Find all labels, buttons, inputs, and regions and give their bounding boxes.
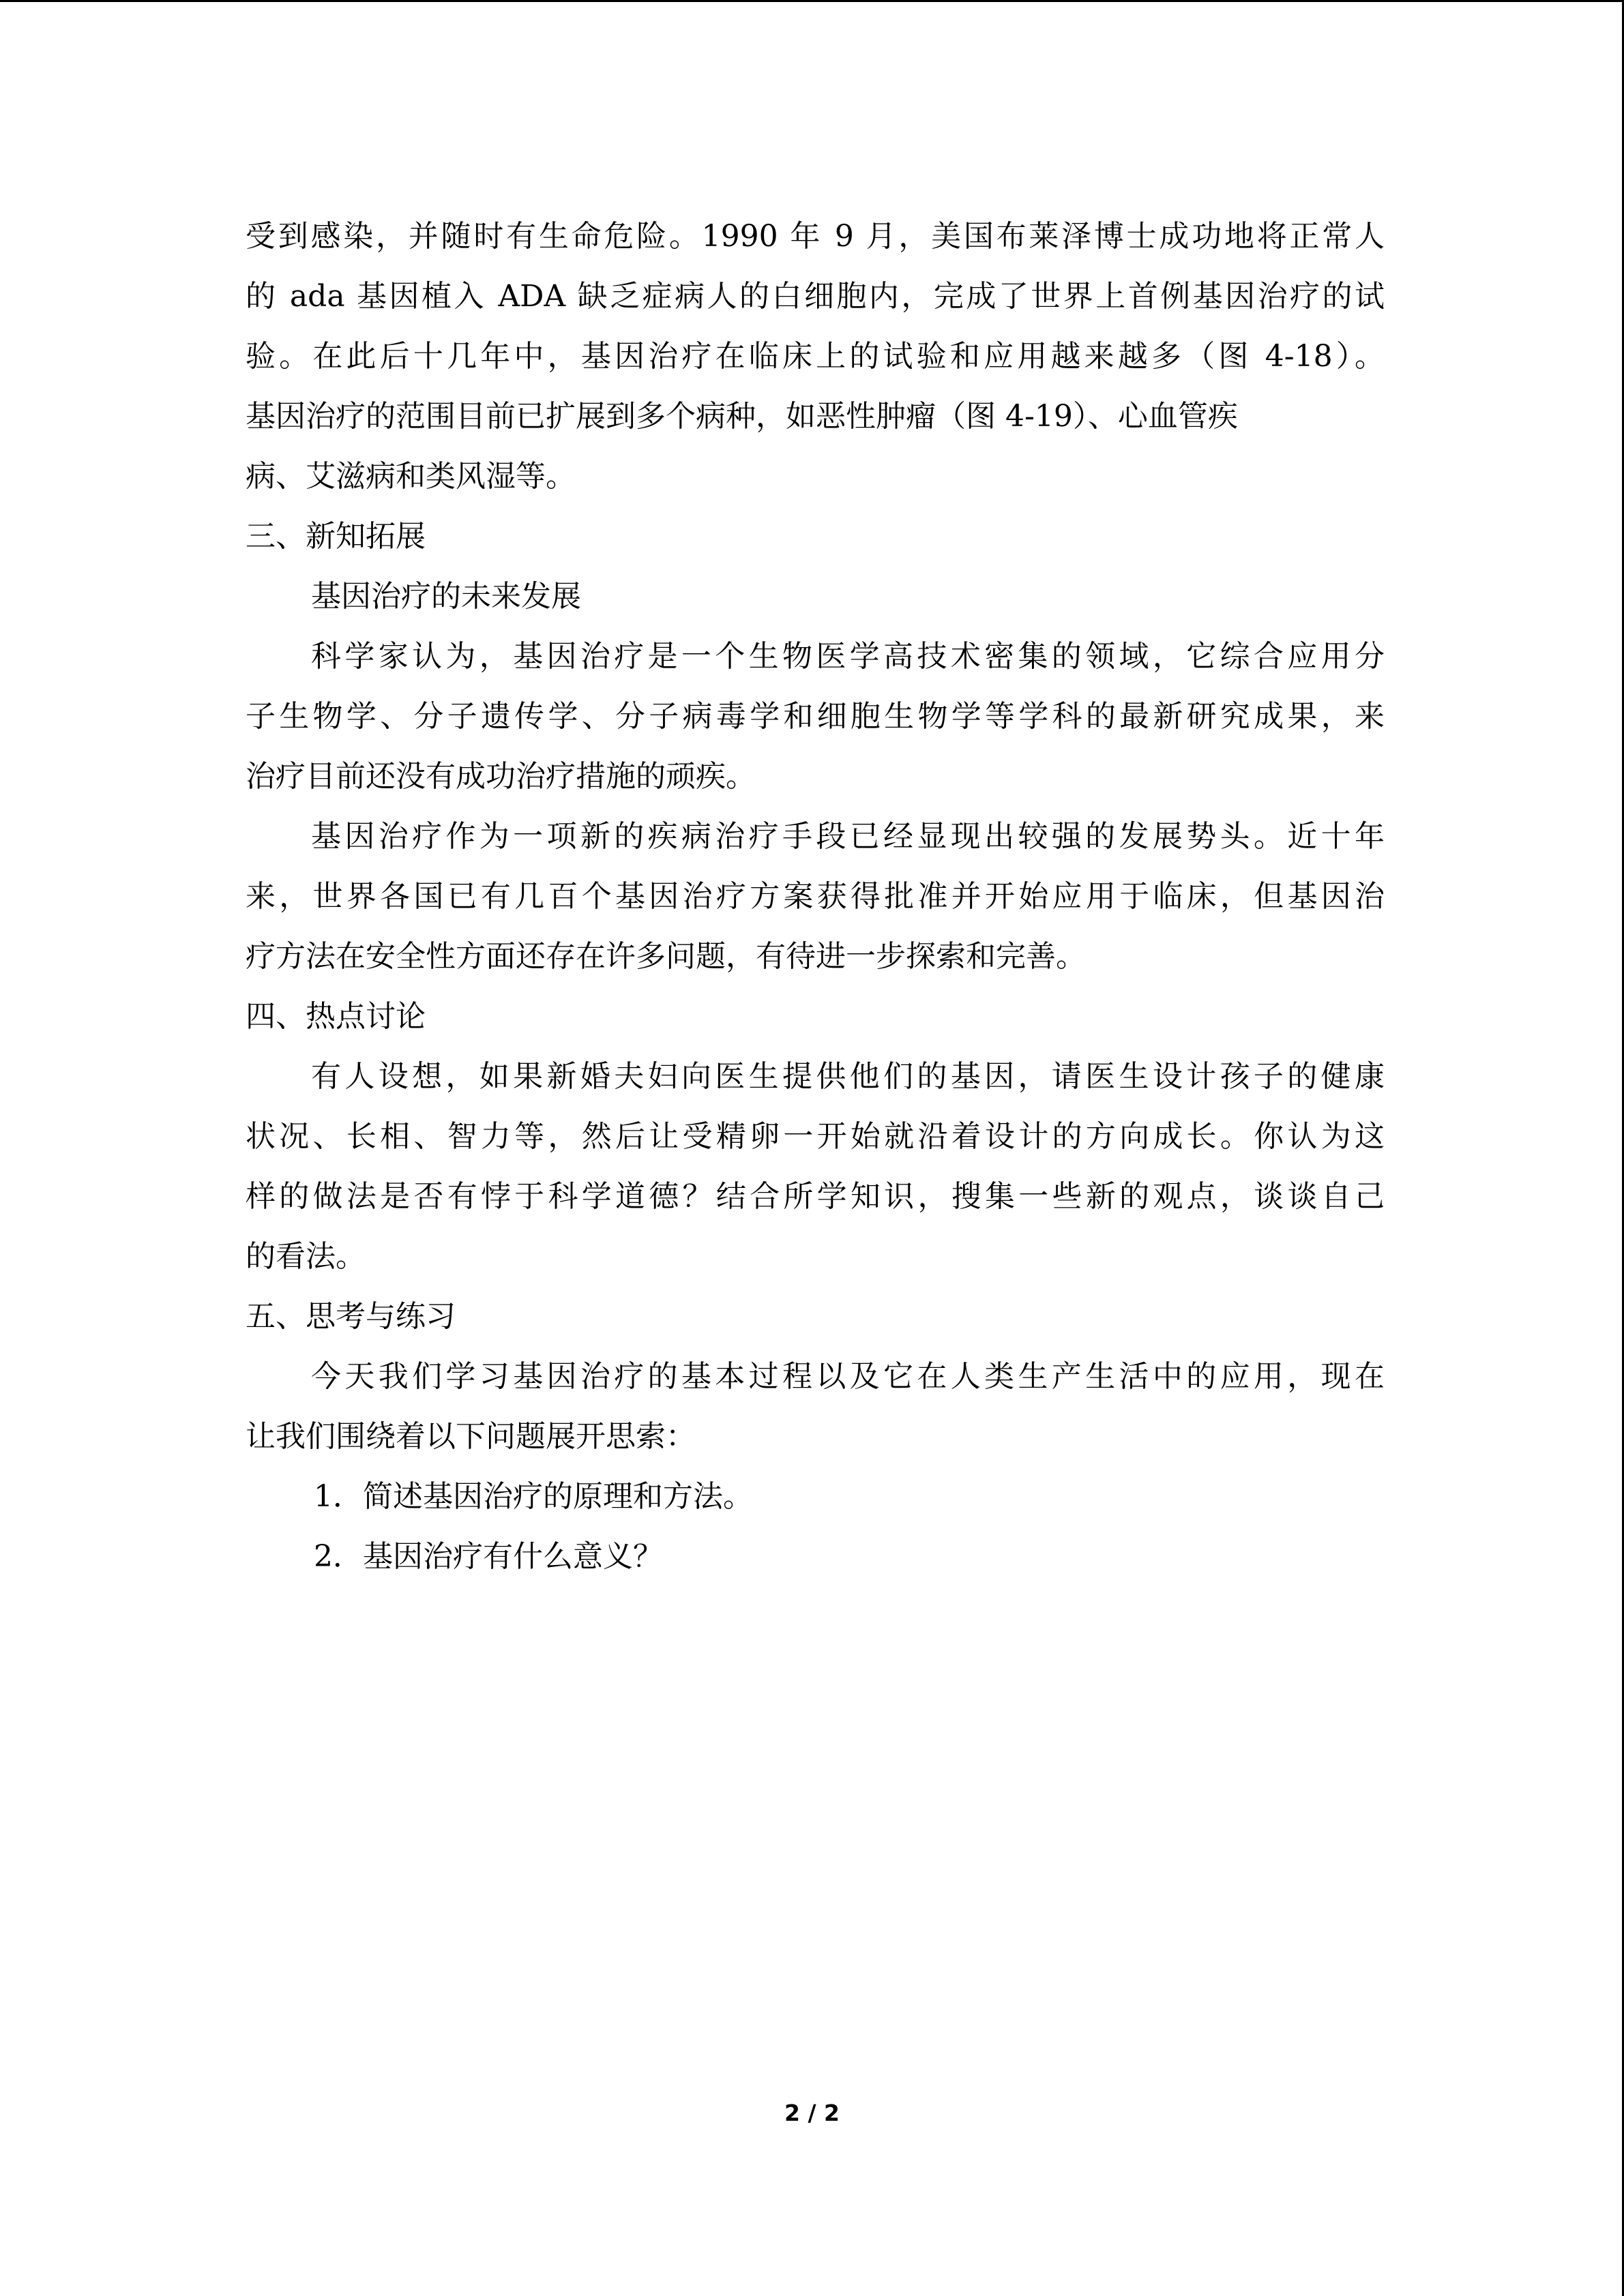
body-line: 疗方法在安全性方面还存在许多问题，有待进一步探索和完善。 bbox=[246, 939, 1086, 974]
page-number: 2 / 2 bbox=[784, 2100, 840, 2126]
section-heading-4: 四、热点讨论 bbox=[246, 999, 426, 1034]
section-heading-5: 五、思考与练习 bbox=[246, 1299, 456, 1334]
body-line: 的 ada 基因植入 ADA 缺乏症病人的白细胞内，完成了世界上首例基因治疗的试 bbox=[246, 279, 1385, 314]
body-line: 让我们围绕着以下问题展开思索： bbox=[246, 1419, 696, 1454]
body-line: 验。在此后十几年中，基因治疗在临床上的试验和应用越来越多（图 4-18）。 bbox=[246, 339, 1385, 374]
section-subtitle: 基因治疗的未来发展 bbox=[311, 579, 581, 614]
body-line: 子生物学、分子遗传学、分子病毒学和细胞生物学等学科的最新研究成果，来 bbox=[246, 699, 1385, 734]
body-line: 受到感染，并随时有生命危险。1990 年 9 月，美国布莱泽博士成功地将正常人 bbox=[246, 219, 1385, 254]
body-line: 来，世界各国已有几百个基因治疗方案获得批准并开始应用于临床，但基因治 bbox=[246, 879, 1385, 914]
document-body bbox=[246, 207, 1385, 1587]
body-line: 基因治疗的范围目前已扩展到多个病种，如恶性肿瘤（图 4-19）、心血管疾 bbox=[246, 399, 1238, 434]
body-line: 状况、长相、智力等，然后让受精卵一开始就沿着设计的方向成长。你认为这 bbox=[246, 1119, 1385, 1154]
section-heading-3: 三、新知拓展 bbox=[246, 519, 426, 554]
body-line: 病、艾滋病和类风湿等。 bbox=[246, 459, 576, 494]
body-line: 科学家认为，基因治疗是一个生物医学高技术密集的领域，它综合应用分 bbox=[311, 639, 1385, 674]
body-line: 样的做法是否有悖于科学道德？结合所学知识，搜集一些新的观点，谈谈自己 bbox=[246, 1179, 1385, 1214]
body-line: 今天我们学习基因治疗的基本过程以及它在人类生产生活中的应用，现在 bbox=[311, 1359, 1385, 1394]
question-item: 2．基因治疗有什么意义？ bbox=[314, 1539, 663, 1574]
body-line: 的看法。 bbox=[246, 1239, 366, 1274]
body-line: 有人设想，如果新婚夫妇向医生提供他们的基因，请医生设计孩子的健康 bbox=[311, 1059, 1385, 1094]
body-line: 基因治疗作为一项新的疾病治疗手段已经显现出较强的发展势头。近十年 bbox=[311, 819, 1385, 854]
question-item: 1．简述基因治疗的原理和方法。 bbox=[314, 1479, 753, 1514]
body-line: 治疗目前还没有成功治疗措施的顽疾。 bbox=[246, 759, 756, 794]
